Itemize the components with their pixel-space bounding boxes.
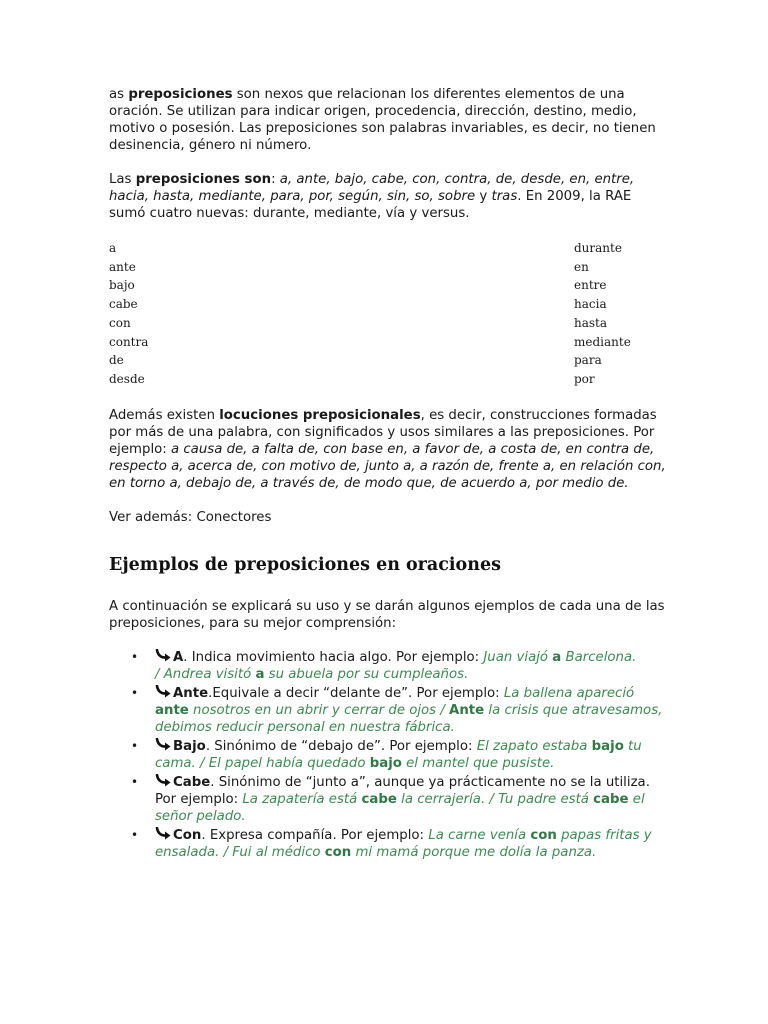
list-item: • Cabe. Sinónimo de “junto a”, aunque ya prácticamente no se la utiliza. Por ejemplo: La zapatería está cabe la cerrajería. / Tu padre está cabe el señor pelado.: [131, 775, 650, 824]
list-item: • A. Indica movimiento hacia algo. Por ejemplo: Juan viajó a Barcelona. / Andrea visitó a su abuela por su cumpleaños.: [131, 650, 637, 682]
table-cell: a: [109, 241, 117, 255]
table-cell: entre: [574, 278, 607, 293]
document-page: [109, 86, 669, 863]
locuciones-paragraph: Además existen locuciones preposicionales, es decir, construcciones formadas por más de una palabra, con significados y usos similares a las preposiciones. Por ejemplo: a causa de, a falta de, con base en, a favor de, a costa de, en contra de, respecto a, acerca de, con motivo de, junto a, a razón de, frente a, en relación con, en torno a, debajo de, a través de, de modo que, de acuerdo a, por medio de.: [109, 408, 666, 491]
table-cell: contra: [109, 334, 149, 349]
preposition-table: [109, 239, 669, 389]
table-cell: ante: [109, 259, 136, 274]
intro-term: preposiciones: [128, 87, 233, 102]
list-item: • Ante.Equivale a decir “delante de”. Por ejemplo: La ballena apareció ante nosotros en un abrir y cerrar de ojos / Ante la crisis que atravesamos, debimos reducir personal en nuestra fábrica.: [131, 686, 663, 735]
table-cell: en: [574, 259, 589, 274]
table-cell: desde: [109, 371, 145, 386]
bullet: •: [131, 686, 139, 700]
see-also-link[interactable]: Ver además: Conectores: [109, 510, 272, 525]
curved-arrow-icon: [155, 738, 172, 752]
curved-arrow-icon: [155, 649, 172, 663]
table-column-right: [574, 239, 631, 389]
table-cell: bajo: [109, 278, 135, 293]
curved-arrow-icon: [155, 827, 172, 841]
bullet: •: [131, 650, 139, 664]
curved-arrow-icon: [155, 685, 172, 699]
table-cell: por: [574, 371, 595, 386]
table-column-left: [109, 239, 148, 389]
table-cell: de: [109, 353, 124, 368]
table-cell: con: [109, 315, 131, 330]
list-item: • Con. Expresa compañía. Por ejemplo: La carne venía con papas fritas y ensalada. / Fui al médico con mi mamá porque me dolía la panza.: [131, 828, 652, 860]
table-cell: hacia: [574, 297, 607, 312]
intro-paragraph: as preposiciones son nexos que relacionan los diferentes elementos de una oración. Se utilizan para indicar origen, procedencia, dirección, destino, medio, motivo o posesión. Las preposiciones son palabras invariables, es decir, no tienen desinencia, género ni número.: [109, 87, 656, 153]
section-intro: A continuación se explicará su uso y se darán algunos ejemplos de cada una de las preposiciones, para su mejor comprensión:: [109, 599, 665, 631]
table-cell: mediante: [574, 334, 631, 349]
curved-arrow-icon: [155, 774, 172, 788]
list-item: • Bajo. Sinónimo de “debajo de”. Por ejemplo: El zapato estaba bajo tu cama. / El papel había quedado bajo el mantel que pusiste.: [131, 739, 642, 771]
bullet: •: [131, 775, 139, 789]
section-title: Ejemplos de preposiciones en oraciones: [109, 555, 501, 575]
examples-list: [109, 649, 669, 861]
bullet: •: [131, 828, 139, 842]
bullet: •: [131, 739, 139, 753]
table-cell: durante: [574, 241, 622, 255]
table-cell: hasta: [574, 315, 608, 330]
table-cell: cabe: [109, 297, 138, 312]
preposition-list-paragraph: Las preposiciones son: a, ante, bajo, cabe, con, contra, de, desde, en, entre, hacia, hasta, mediante, para, por, según, sin, so, sobre y tras. En 2009, la RAE sumó cuatro nuevas: durante, mediante, vía y versus.: [109, 172, 635, 221]
table-cell: para: [574, 353, 602, 368]
